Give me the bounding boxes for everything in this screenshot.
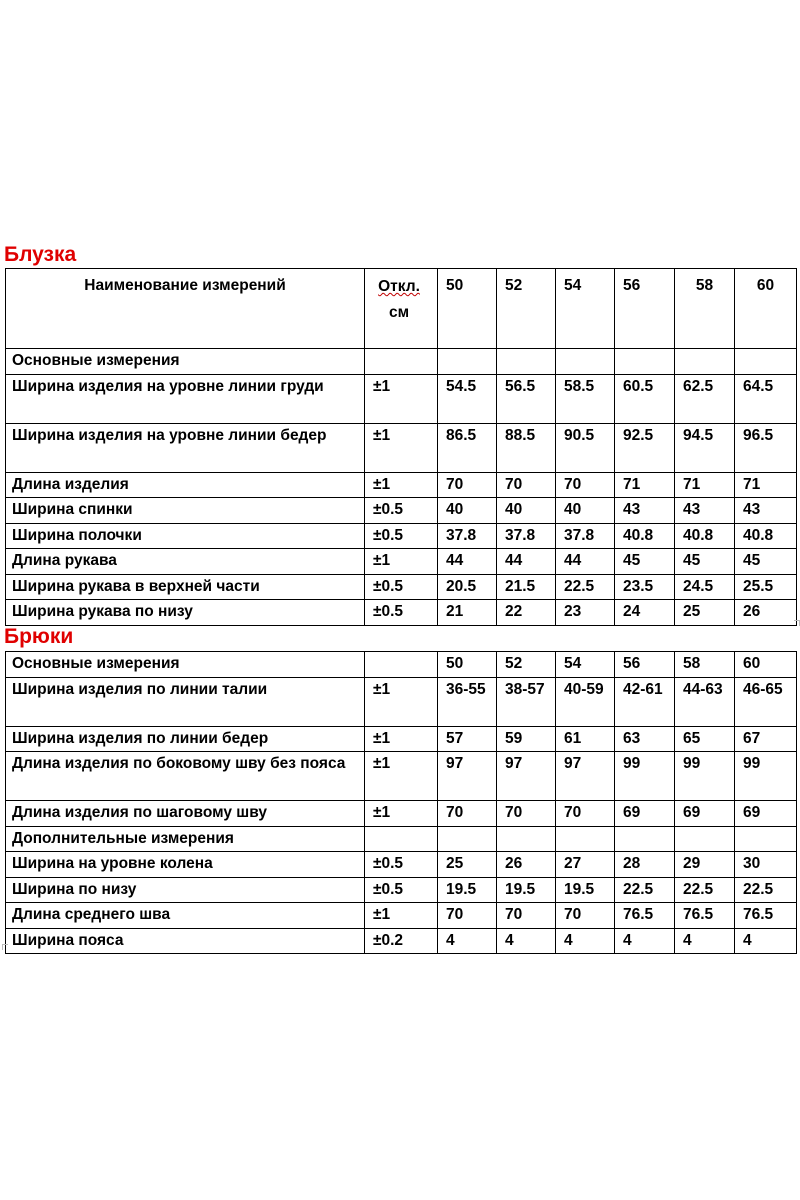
size-value-cell: 94.5 bbox=[675, 423, 735, 472]
size-value-cell: 56 bbox=[615, 652, 675, 678]
size-value-cell: 64.5 bbox=[735, 374, 797, 423]
size-value-cell: 43 bbox=[675, 498, 735, 524]
size-value-cell: 4 bbox=[675, 928, 735, 954]
measurement-name: Основные измерения bbox=[6, 349, 365, 375]
size-value-cell: 22 bbox=[497, 600, 556, 626]
size-value-cell: 45 bbox=[675, 549, 735, 575]
tolerance-cell: ±0.2 bbox=[365, 928, 438, 954]
size-value-cell: 70 bbox=[438, 472, 497, 498]
size-value-cell: 70 bbox=[497, 801, 556, 827]
size-value-cell: 4 bbox=[497, 928, 556, 954]
tolerance-cell: ±1 bbox=[365, 549, 438, 575]
table-row bbox=[6, 374, 797, 423]
size-value-cell: 70 bbox=[556, 801, 615, 827]
size-value-cell: 25 bbox=[675, 600, 735, 626]
size-value-cell: 37.8 bbox=[438, 523, 497, 549]
size-value-cell: 25 bbox=[438, 852, 497, 878]
size-value-cell: 70 bbox=[438, 801, 497, 827]
table-row bbox=[6, 472, 797, 498]
size-value-cell: 22.5 bbox=[675, 877, 735, 903]
size-value-cell: 54 bbox=[556, 652, 615, 678]
size-value-cell: 99 bbox=[615, 752, 675, 801]
size-value-cell: 46-65 bbox=[735, 677, 797, 726]
table-row bbox=[6, 726, 797, 752]
size-value-cell: 23.5 bbox=[615, 574, 675, 600]
table-row bbox=[6, 498, 797, 524]
size-value-cell: 70 bbox=[438, 903, 497, 929]
table-row bbox=[6, 574, 797, 600]
measurement-name: Ширина по низу bbox=[6, 877, 365, 903]
blouse-section-title: Блузка bbox=[4, 243, 77, 266]
size-value-cell: 40.8 bbox=[615, 523, 675, 549]
tolerance-cell: ±1 bbox=[365, 472, 438, 498]
table-row bbox=[6, 549, 797, 575]
size-value-cell: 60.5 bbox=[615, 374, 675, 423]
size-value-cell bbox=[675, 826, 735, 852]
size-value-cell: 52 bbox=[497, 652, 556, 678]
size-value-cell: 27 bbox=[556, 852, 615, 878]
size-value-cell: 76.5 bbox=[615, 903, 675, 929]
tolerance-cell: ±0.5 bbox=[365, 498, 438, 524]
size-value-cell: 63 bbox=[615, 726, 675, 752]
size-value-cell: 60 bbox=[735, 652, 797, 678]
table-row bbox=[6, 677, 797, 726]
size-value-cell: 69 bbox=[615, 801, 675, 827]
size-value-cell: 44-63 bbox=[675, 677, 735, 726]
size-value-cell: 71 bbox=[615, 472, 675, 498]
size-value-cell: 4 bbox=[438, 928, 497, 954]
size-value-cell: 54.5 bbox=[438, 374, 497, 423]
measurement-name: Длина среднего шва bbox=[6, 903, 365, 929]
size-value-cell bbox=[556, 826, 615, 852]
size-value-cell: 62.5 bbox=[675, 374, 735, 423]
size-value-cell bbox=[497, 826, 556, 852]
size-value-cell: 40 bbox=[438, 498, 497, 524]
size-value-cell: 45 bbox=[615, 549, 675, 575]
size-value-cell: 42-61 bbox=[615, 677, 675, 726]
deviation-label-bottom: см bbox=[388, 304, 410, 321]
size-value-cell: 4 bbox=[615, 928, 675, 954]
size-value-cell: 24 bbox=[615, 600, 675, 626]
table-row bbox=[6, 652, 797, 678]
size-value-cell: 21 bbox=[438, 600, 497, 626]
size-value-cell: 99 bbox=[675, 752, 735, 801]
size-value-cell: 37.8 bbox=[497, 523, 556, 549]
size-value-cell: 69 bbox=[675, 801, 735, 827]
size-value-cell: 58.5 bbox=[556, 374, 615, 423]
size-value-cell: 28 bbox=[615, 852, 675, 878]
measurement-name: Ширина спинки bbox=[6, 498, 365, 524]
size-value-cell: 88.5 bbox=[497, 423, 556, 472]
measurement-name: Дополнительные измерения bbox=[6, 826, 365, 852]
column-header-deviation bbox=[365, 269, 438, 349]
size-value-cell: 38-57 bbox=[497, 677, 556, 726]
size-value-cell: 97 bbox=[556, 752, 615, 801]
size-value-cell bbox=[675, 349, 735, 375]
size-value-cell: 36-55 bbox=[438, 677, 497, 726]
size-value-cell: 24.5 bbox=[675, 574, 735, 600]
size-value-cell: 40.8 bbox=[735, 523, 797, 549]
table-row bbox=[6, 877, 797, 903]
measurement-name: Ширина пояса bbox=[6, 928, 365, 954]
size-value-cell: 45 bbox=[735, 549, 797, 575]
tolerance-cell bbox=[365, 826, 438, 852]
size-value-cell bbox=[556, 349, 615, 375]
tolerance-cell: ±1 bbox=[365, 677, 438, 726]
tolerance-cell: ±0.5 bbox=[365, 574, 438, 600]
table-row bbox=[6, 852, 797, 878]
size-value-cell: 50 bbox=[438, 652, 497, 678]
tolerance-cell: ±0.5 bbox=[365, 600, 438, 626]
column-header-size: 60 bbox=[735, 269, 797, 349]
tolerance-cell: ±1 bbox=[365, 801, 438, 827]
size-value-cell: 19.5 bbox=[497, 877, 556, 903]
measurement-name: Ширина изделия на уровне линии бедер bbox=[6, 423, 365, 472]
size-value-cell: 40 bbox=[497, 498, 556, 524]
table-row bbox=[6, 826, 797, 852]
size-value-cell: 67 bbox=[735, 726, 797, 752]
size-value-cell: 70 bbox=[497, 472, 556, 498]
size-value-cell: 97 bbox=[497, 752, 556, 801]
measurement-name: Длина изделия bbox=[6, 472, 365, 498]
size-value-cell bbox=[615, 349, 675, 375]
tolerance-cell bbox=[365, 652, 438, 678]
pants-measurements-table bbox=[5, 651, 797, 954]
size-value-cell: 19.5 bbox=[556, 877, 615, 903]
size-value-cell: 37.8 bbox=[556, 523, 615, 549]
size-value-cell bbox=[497, 349, 556, 375]
blouse-measurements-table bbox=[5, 268, 797, 626]
table-row bbox=[6, 349, 797, 375]
tolerance-cell: ±0.5 bbox=[365, 852, 438, 878]
table-row bbox=[6, 801, 797, 827]
measurement-name: Длина изделия по боковому шву без пояса bbox=[6, 752, 365, 801]
tolerance-cell: ±0.5 bbox=[365, 523, 438, 549]
size-value-cell: 40.8 bbox=[675, 523, 735, 549]
size-value-cell: 70 bbox=[556, 903, 615, 929]
size-value-cell: 65 bbox=[675, 726, 735, 752]
tolerance-cell: ±1 bbox=[365, 423, 438, 472]
size-value-cell: 26 bbox=[497, 852, 556, 878]
table-row bbox=[6, 928, 797, 954]
measurement-name: Ширина изделия на уровне линии груди bbox=[6, 374, 365, 423]
size-value-cell: 71 bbox=[675, 472, 735, 498]
size-value-cell: 25.5 bbox=[735, 574, 797, 600]
deviation-label-top: Откл. bbox=[378, 278, 420, 295]
table-row bbox=[6, 523, 797, 549]
measurement-name: Ширина на уровне колена bbox=[6, 852, 365, 878]
size-value-cell: 70 bbox=[556, 472, 615, 498]
size-value-cell: 57 bbox=[438, 726, 497, 752]
size-value-cell: 56.5 bbox=[497, 374, 556, 423]
size-value-cell bbox=[615, 826, 675, 852]
measurement-name: Ширина изделия по линии талии bbox=[6, 677, 365, 726]
size-value-cell bbox=[438, 826, 497, 852]
pants-section-title: Брюки bbox=[4, 625, 74, 648]
tolerance-cell: ±1 bbox=[365, 726, 438, 752]
size-value-cell: 26 bbox=[735, 600, 797, 626]
size-value-cell: 22.5 bbox=[556, 574, 615, 600]
corner-mark bbox=[794, 620, 800, 626]
measurement-name: Основные измерения bbox=[6, 652, 365, 678]
size-value-cell bbox=[735, 826, 797, 852]
size-value-cell: 76.5 bbox=[735, 903, 797, 929]
size-value-cell: 61 bbox=[556, 726, 615, 752]
tolerance-cell: ±1 bbox=[365, 752, 438, 801]
column-header-size: 50 bbox=[438, 269, 497, 349]
size-value-cell: 30 bbox=[735, 852, 797, 878]
size-value-cell bbox=[438, 349, 497, 375]
size-value-cell: 44 bbox=[497, 549, 556, 575]
size-value-cell: 4 bbox=[735, 928, 797, 954]
size-value-cell: 29 bbox=[675, 852, 735, 878]
measurement-name: Ширина полочки bbox=[6, 523, 365, 549]
size-value-cell: 86.5 bbox=[438, 423, 497, 472]
size-value-cell: 69 bbox=[735, 801, 797, 827]
column-header-size: 52 bbox=[497, 269, 556, 349]
size-value-cell: 21.5 bbox=[497, 574, 556, 600]
size-value-cell: 22.5 bbox=[735, 877, 797, 903]
size-value-cell: 90.5 bbox=[556, 423, 615, 472]
tolerance-cell: ±1 bbox=[365, 903, 438, 929]
tolerance-cell bbox=[365, 349, 438, 375]
column-header-name: Наименование измерений bbox=[6, 269, 365, 349]
corner-mark bbox=[2, 944, 8, 950]
tolerance-cell: ±1 bbox=[365, 374, 438, 423]
size-value-cell: 43 bbox=[735, 498, 797, 524]
table-row bbox=[6, 903, 797, 929]
measurement-name: Длина рукава bbox=[6, 549, 365, 575]
size-value-cell: 22.5 bbox=[615, 877, 675, 903]
size-value-cell: 92.5 bbox=[615, 423, 675, 472]
size-value-cell: 44 bbox=[556, 549, 615, 575]
size-value-cell: 71 bbox=[735, 472, 797, 498]
size-value-cell: 23 bbox=[556, 600, 615, 626]
size-value-cell: 58 bbox=[675, 652, 735, 678]
size-value-cell: 59 bbox=[497, 726, 556, 752]
size-value-cell: 70 bbox=[497, 903, 556, 929]
measurement-name: Ширина рукава по низу bbox=[6, 600, 365, 626]
table-row bbox=[6, 752, 797, 801]
size-value-cell: 40 bbox=[556, 498, 615, 524]
size-value-cell: 44 bbox=[438, 549, 497, 575]
column-header-size: 54 bbox=[556, 269, 615, 349]
size-value-cell: 76.5 bbox=[675, 903, 735, 929]
table-header-row bbox=[6, 269, 797, 349]
size-value-cell: 20.5 bbox=[438, 574, 497, 600]
size-value-cell: 19.5 bbox=[438, 877, 497, 903]
size-value-cell: 97 bbox=[438, 752, 497, 801]
size-value-cell bbox=[735, 349, 797, 375]
measurement-name: Ширина изделия по линии бедер bbox=[6, 726, 365, 752]
table-row bbox=[6, 600, 797, 626]
measurement-name: Ширина рукава в верхней части bbox=[6, 574, 365, 600]
tolerance-cell: ±0.5 bbox=[365, 877, 438, 903]
size-value-cell: 99 bbox=[735, 752, 797, 801]
size-value-cell: 40-59 bbox=[556, 677, 615, 726]
measurement-name: Длина изделия по шаговому шву bbox=[6, 801, 365, 827]
size-value-cell: 96.5 bbox=[735, 423, 797, 472]
size-value-cell: 43 bbox=[615, 498, 675, 524]
size-value-cell: 4 bbox=[556, 928, 615, 954]
column-header-size: 58 bbox=[675, 269, 735, 349]
table-row bbox=[6, 423, 797, 472]
column-header-size: 56 bbox=[615, 269, 675, 349]
